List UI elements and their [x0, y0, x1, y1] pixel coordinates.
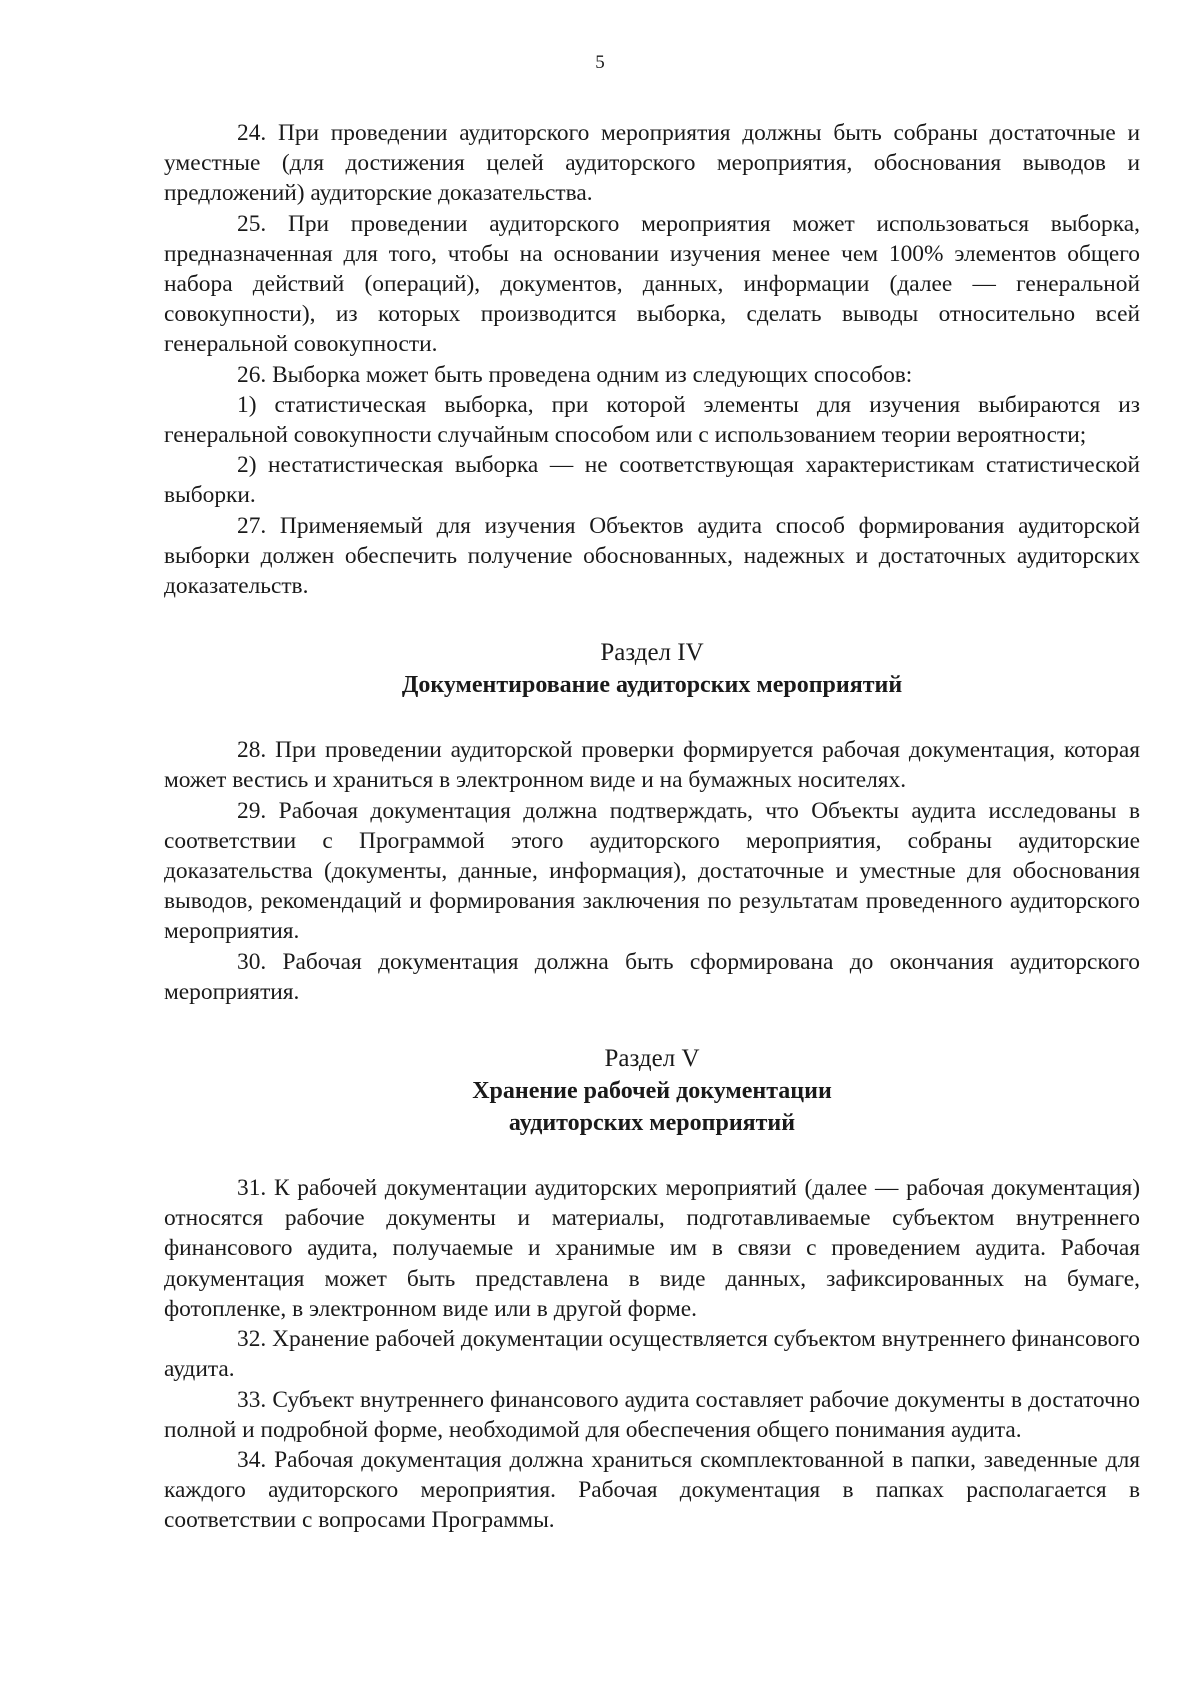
paragraph-24: 24. При проведении аудиторского мероприятия должны быть собраны достаточные и уместные (для достижения целей аудиторского мероприятия, обоснования выводов и предложений) аудиторские доказательства. — [164, 120, 1140, 207]
section-4-label: Раздел IV — [600, 639, 704, 667]
section-4-title: Документирование аудиторских мероприятий — [401, 672, 903, 699]
paragraph-34: 34. Рабочая документация должна храниться скомплектованной в папки, заведенные для каждого аудиторского мероприятия. Рабочая документация в папках располагается в соответствии с вопросами Программы. — [164, 1446, 1140, 1534]
section-5-title-line-2: аудиторских мероприятий — [508, 1110, 796, 1137]
paragraph-28: 28. При проведении аудиторской проверки формируется рабочая документация, которая может вестись и храниться в электронном виде и на бумажных носителях. — [164, 737, 1140, 794]
paragraph-26: 26. Выборка может быть проведена одним из следующих способов: — [237, 361, 913, 388]
paragraph-26-item-2: 2) нестатистическая выборка — не соответствующая характеристикам статистической выборки. — [164, 452, 1140, 509]
paragraph-33: 33. Субъект внутреннего финансового аудита составляет рабочие документы в достаточно полной и подробной форме, необходимой для обеспечения общего понимания аудита. — [164, 1386, 1140, 1443]
document-body — [164, 118, 1140, 1536]
paragraph-26-item-1: 1) статистическая выборка, при которой элементы для изучения выбираются из генеральной совокупности случайным способом или с использованием теории вероятности; — [164, 391, 1140, 449]
paragraph-25: 25. При проведении аудиторского мероприятия может использоваться выборка, предназначенная для того, чтобы на основании изучения менее чем 100% элементов общего набора действий (операций), документов, данных, информации (далее — генеральной совокупности), из которых производится выборка, сделать выводы относительно всей генеральной совокупности. — [164, 210, 1140, 358]
paragraph-29: 29. Рабочая документация должна подтверждать, что Объекты аудита исследованы в соответствии с Программой этого аудиторского мероприятия, собраны аудиторские доказательства (документы, данные, информация), достаточные и уместные для обоснования выводов, рекомендаций и формирования заключения по результатам проведенного аудиторского мероприятия. — [164, 797, 1140, 945]
section-5-label: Раздел V — [604, 1045, 700, 1073]
page-number: 5 — [595, 52, 605, 73]
paragraph-27: 27. Применяемый для изучения Объектов аудита способ формирования аудиторской выборки должен обеспечить получение обоснованных, надежных и достаточных аудиторских доказательств. — [164, 512, 1140, 600]
paragraph-30: 30. Рабочая документация должна быть сформирована до окончания аудиторского мероприятия. — [164, 948, 1140, 1005]
section-4-heading — [164, 637, 1140, 701]
paragraph-32: 32. Хранение рабочей документации осуществляется субъектом внутреннего финансового аудита. — [164, 1326, 1140, 1383]
section-5-title-line-1: Хранение рабочей документации — [472, 1078, 832, 1105]
section-5-heading — [164, 1043, 1140, 1139]
paragraph-31: 31. К рабочей документации аудиторских мероприятий (далее — рабочая документация) относятся рабочие документы и материалы, подготавливаемые субъектом внутреннего финансового аудита, получаемые и хранимые им в связи с проведением аудита. Рабочая документация может быть представлена в виде данных, зафиксированных на бумаге, фотопленке, в электронном виде или в другой форме. — [164, 1175, 1140, 1322]
